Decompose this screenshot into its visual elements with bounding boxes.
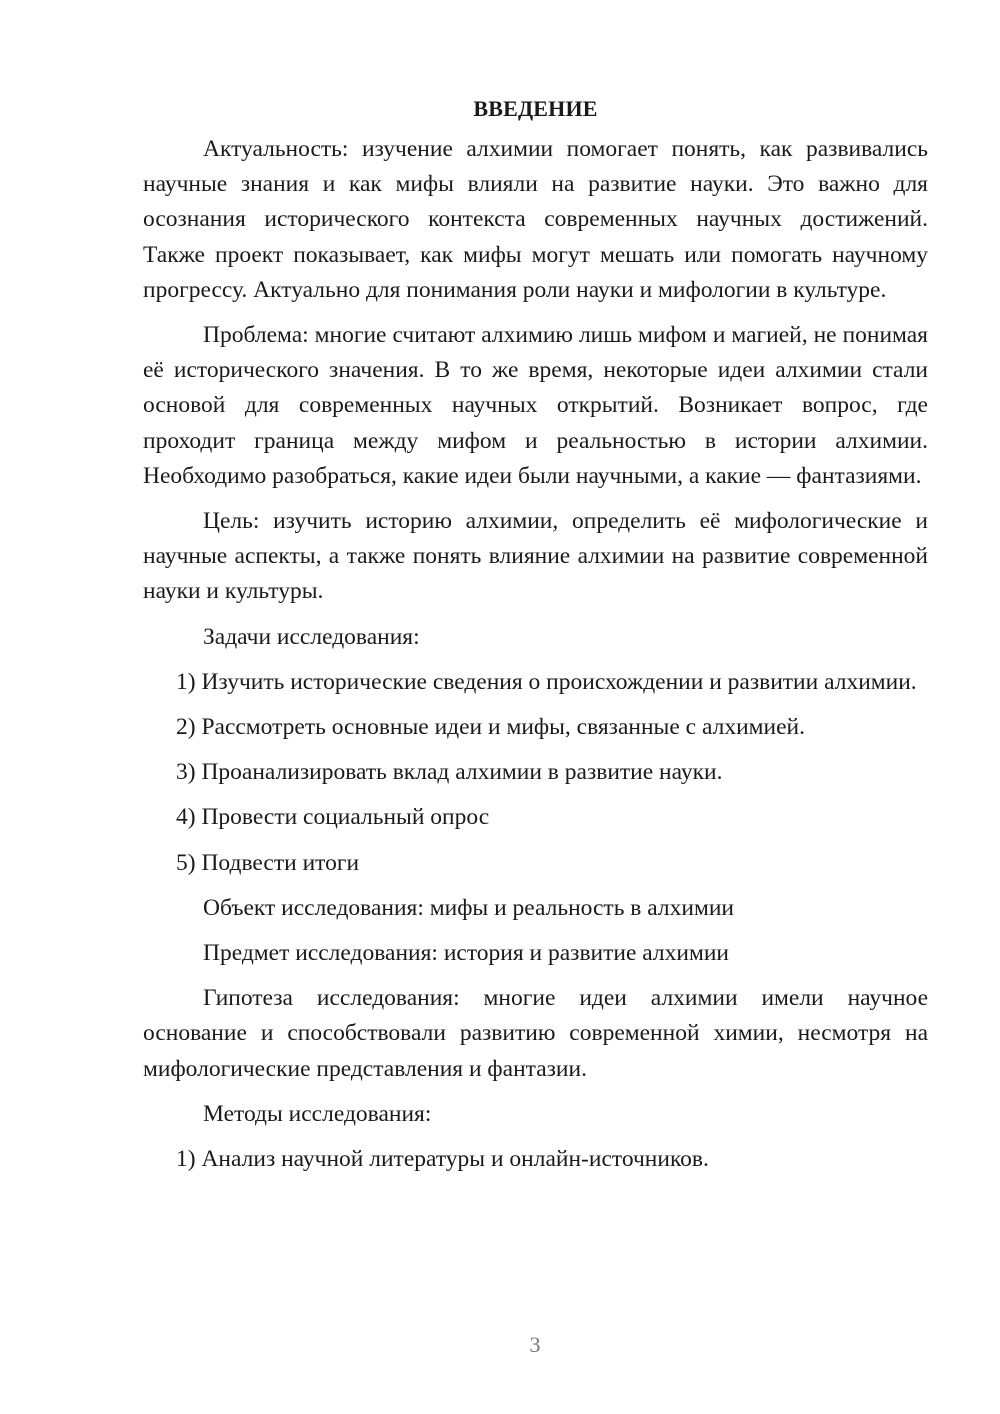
- task-item-5: 5) Подвести итоги: [176, 849, 360, 876]
- subject-line: Предмет исследования: история и развитие алхимии: [203, 940, 729, 967]
- page-number: 3: [529, 1332, 541, 1357]
- section-heading: ВВЕДЕНИЕ: [473, 96, 598, 121]
- task-item-2: 2) Рассмотреть основные идеи и мифы, связанные с алхимией.: [176, 714, 805, 741]
- relevance-paragraph: Актуальность: изучение алхимии помогает понять, как развивались научные знания и как мифы влияли на развитие науки. Это важно для осознания исторического контекста современных научных достижений. Также проект показывает, как мифы могут мешать или помогать научному прогрессу. Актуально для понимания роли науки и мифологии в культуре.: [143, 136, 928, 303]
- document-page: [143, 92, 928, 1187]
- goal-paragraph: Цель: изучить историю алхимии, определить её мифологические и научные аспекты, а также понять влияние алхимии на развитие современной науки и культуры.: [143, 508, 928, 605]
- problem-paragraph: Проблема: многие считают алхимию лишь мифом и магией, не понимая её исторического значения. В то же время, некоторые идеи алхимии стали основой для современных научных открытий. Возникает вопрос, где проходит граница между мифом и реальностью в истории алхимии. Необходимо разобраться, какие идеи были научными, а какие — фантазиями.: [143, 322, 928, 489]
- task-item-1: 1) Изучить исторические сведения о происхождении и развитии алхимии.: [176, 668, 917, 695]
- hypothesis-paragraph: Гипотеза исследования: многие идеи алхимии имели научное основание и способствовали развитию современной химии, несмотря на мифологические представления и фантазии.: [143, 985, 928, 1082]
- method-item-1: 1) Анализ научной литературы и онлайн-источников.: [176, 1146, 709, 1173]
- methods-heading: Методы исследования:: [203, 1100, 432, 1127]
- task-item-4: 4) Провести социальный опрос: [176, 804, 490, 831]
- tasks-heading: Задачи исследования:: [203, 623, 420, 650]
- object-line: Объект исследования: мифы и реальность в алхимии: [203, 894, 734, 921]
- task-item-3: 3) Проанализировать вклад алхимии в развитие науки.: [176, 759, 723, 786]
